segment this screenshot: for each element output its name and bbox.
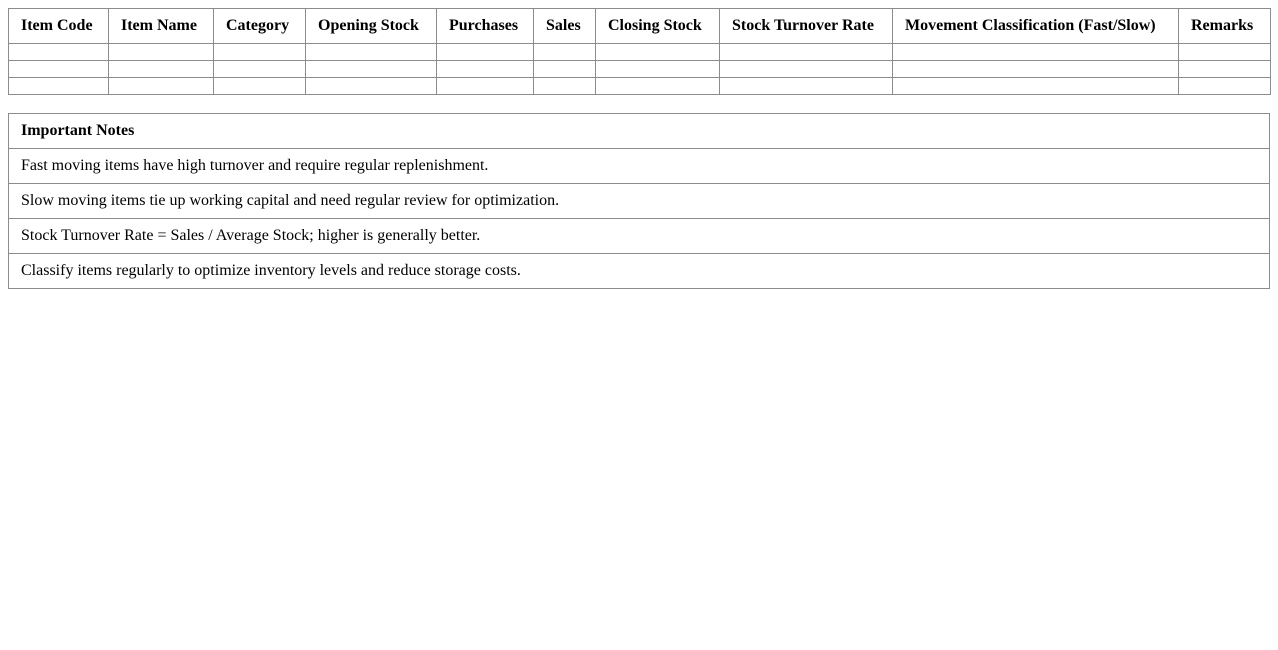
table-cell[interactable] xyxy=(534,78,596,95)
note-row xyxy=(9,254,1270,289)
table-cell[interactable] xyxy=(720,78,893,95)
header-movement-classification: Movement Classification (Fast/Slow) xyxy=(893,9,1179,44)
header-purchases: Purchases xyxy=(437,9,534,44)
table-cell[interactable] xyxy=(893,61,1179,78)
table-cell[interactable] xyxy=(1179,78,1271,95)
table-cell[interactable] xyxy=(437,78,534,95)
note-row xyxy=(9,219,1270,254)
table-header-row xyxy=(9,9,1271,44)
table-cell[interactable] xyxy=(109,44,214,61)
table-cell[interactable] xyxy=(437,44,534,61)
table-cell[interactable] xyxy=(437,61,534,78)
header-sales: Sales xyxy=(534,9,596,44)
note-text: Fast moving items have high turnover and require regular replenishment. xyxy=(9,149,1270,184)
table-cell[interactable] xyxy=(720,44,893,61)
table-cell[interactable] xyxy=(9,44,109,61)
table-cell[interactable] xyxy=(893,78,1179,95)
header-item-code: Item Code xyxy=(9,9,109,44)
table-cell[interactable] xyxy=(534,61,596,78)
table-cell[interactable] xyxy=(1179,61,1271,78)
table-row xyxy=(9,44,1271,61)
note-text: Stock Turnover Rate = Sales / Average Stock; higher is generally better. xyxy=(9,219,1270,254)
note-text: Classify items regularly to optimize inventory levels and reduce storage costs. xyxy=(9,254,1270,289)
header-category: Category xyxy=(214,9,306,44)
note-row xyxy=(9,149,1270,184)
notes-title: Important Notes xyxy=(9,114,1270,149)
table-cell[interactable] xyxy=(1179,44,1271,61)
table-cell[interactable] xyxy=(214,78,306,95)
table-row xyxy=(9,78,1271,95)
header-item-name: Item Name xyxy=(109,9,214,44)
table-cell[interactable] xyxy=(306,78,437,95)
notes-table xyxy=(8,113,1270,289)
note-row xyxy=(9,184,1270,219)
table-cell[interactable] xyxy=(214,61,306,78)
notes-header-row xyxy=(9,114,1270,149)
table-cell[interactable] xyxy=(306,61,437,78)
table-cell[interactable] xyxy=(893,44,1179,61)
table-cell[interactable] xyxy=(720,61,893,78)
header-remarks: Remarks xyxy=(1179,9,1271,44)
note-text: Slow moving items tie up working capital and need regular review for optimization. xyxy=(9,184,1270,219)
header-closing-stock: Closing Stock xyxy=(596,9,720,44)
table-cell[interactable] xyxy=(596,78,720,95)
header-stock-turnover-rate: Stock Turnover Rate xyxy=(720,9,893,44)
table-cell[interactable] xyxy=(214,44,306,61)
table-cell[interactable] xyxy=(9,61,109,78)
inventory-table xyxy=(8,8,1271,95)
table-cell[interactable] xyxy=(534,44,596,61)
table-cell[interactable] xyxy=(109,61,214,78)
table-cell[interactable] xyxy=(306,44,437,61)
table-cell[interactable] xyxy=(9,78,109,95)
table-row xyxy=(9,61,1271,78)
table-cell[interactable] xyxy=(109,78,214,95)
table-cell[interactable] xyxy=(596,44,720,61)
header-opening-stock: Opening Stock xyxy=(306,9,437,44)
table-cell[interactable] xyxy=(596,61,720,78)
